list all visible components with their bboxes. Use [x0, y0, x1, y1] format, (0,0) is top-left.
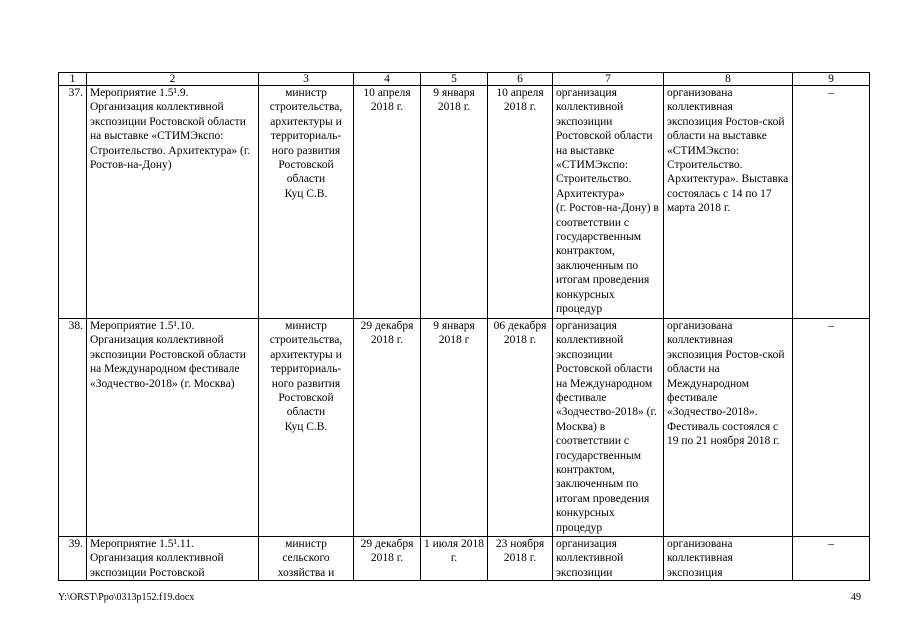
note-cell: –: [793, 86, 870, 319]
event-cell: Мероприятие 1.5¹.9. Организация коллективной экспозиции Ростовской области на выставке «СТИМЭкспо: Строительство. Архитектура» (г. Ростов-на-Дону): [87, 86, 259, 319]
footer-file-path: Y:\ORST\Ppo\0313p152.f19.docx: [58, 592, 195, 603]
responsible-cell: министр сельского хозяйства и: [259, 537, 354, 581]
header-cell: 3: [259, 73, 354, 86]
date-start-cell: 9 января 2018 г: [421, 319, 488, 537]
date-end-cell: 10 апреля 2018 г.: [488, 86, 553, 319]
note-cell: –: [793, 319, 870, 537]
header-cell: 9: [793, 73, 870, 86]
header-cell: 8: [664, 73, 793, 86]
responsible-cell: министр строительства, архитектуры и территориаль-ного развития Ростовской области Куц С.В.: [259, 319, 354, 537]
header-cell: 2: [87, 73, 259, 86]
actual-result-cell: организована коллективная экспозиция Ростов-ской области на выставке «СТИМЭкспо: Строительство. Архитектура». Выставка состоялась с 14 по 17 марта 2018 г.: [664, 86, 793, 319]
responsible-cell: министр строительства, архитектуры и территориаль-ного развития Ростовской области Куц С.В.: [259, 86, 354, 319]
date-end-cell: 23 ноября 2018 г.: [488, 537, 553, 581]
actual-result-cell: организована коллективная экспозиция Ростов-ской области на Международном фестивале «Зодчество-2018». Фестиваль состоялся с 19 по 21 ноября 2018 г.: [664, 319, 793, 537]
header-cell: 1: [59, 73, 87, 86]
date-plan-cell: 10 апреля 2018 г.: [354, 86, 421, 319]
expected-result-cell: организация коллективной экспозиции Ростовской области на выставке «СТИМЭкспо: Строительство. Архитектура» (г. Ростов-на-Дону) в соответствии с государственным контрактом, заключенным по итогам проведения конкурсных процедур: [553, 86, 664, 319]
row-number: 37.: [59, 86, 87, 319]
table-row: [59, 537, 870, 581]
event-cell: Мероприятие 1.5¹.10. Организация коллективной экспозиции Ростовской области на Международном фестивале «Зодчество-2018» (г. Москва): [87, 319, 259, 537]
date-start-cell: 9 января 2018 г.: [421, 86, 488, 319]
table-row: [59, 86, 870, 319]
date-end-cell: 06 декабря 2018 г.: [488, 319, 553, 537]
date-plan-cell: 29 декабря 2018 г.: [354, 319, 421, 537]
header-cell: 5: [421, 73, 488, 86]
events-table: [58, 72, 870, 581]
date-plan-cell: 29 декабря 2018 г.: [354, 537, 421, 581]
footer-page-number: 49: [851, 592, 861, 603]
expected-result-cell: организация коллективной экспозиции Ростовской области на Международном фестивале «Зодчество-2018» (г. Москва) в соответствии с государственным контрактом, заключенным по итогам проведения конкурсных процедур: [553, 319, 664, 537]
event-cell: Мероприятие 1.5¹.11. Организация коллективной экспозиции Ростовской: [87, 537, 259, 581]
date-start-cell: 1 июля 2018 г.: [421, 537, 488, 581]
actual-result-cell: организована коллективная экспозиция: [664, 537, 793, 581]
header-cell: 7: [553, 73, 664, 86]
header-row: [59, 73, 870, 86]
row-number: 38.: [59, 319, 87, 537]
table-row: [59, 319, 870, 537]
header-cell: 4: [354, 73, 421, 86]
row-number: 39.: [59, 537, 87, 581]
note-cell: –: [793, 537, 870, 581]
header-cell: 6: [488, 73, 553, 86]
expected-result-cell: организация коллективной экспозиции: [553, 537, 664, 581]
